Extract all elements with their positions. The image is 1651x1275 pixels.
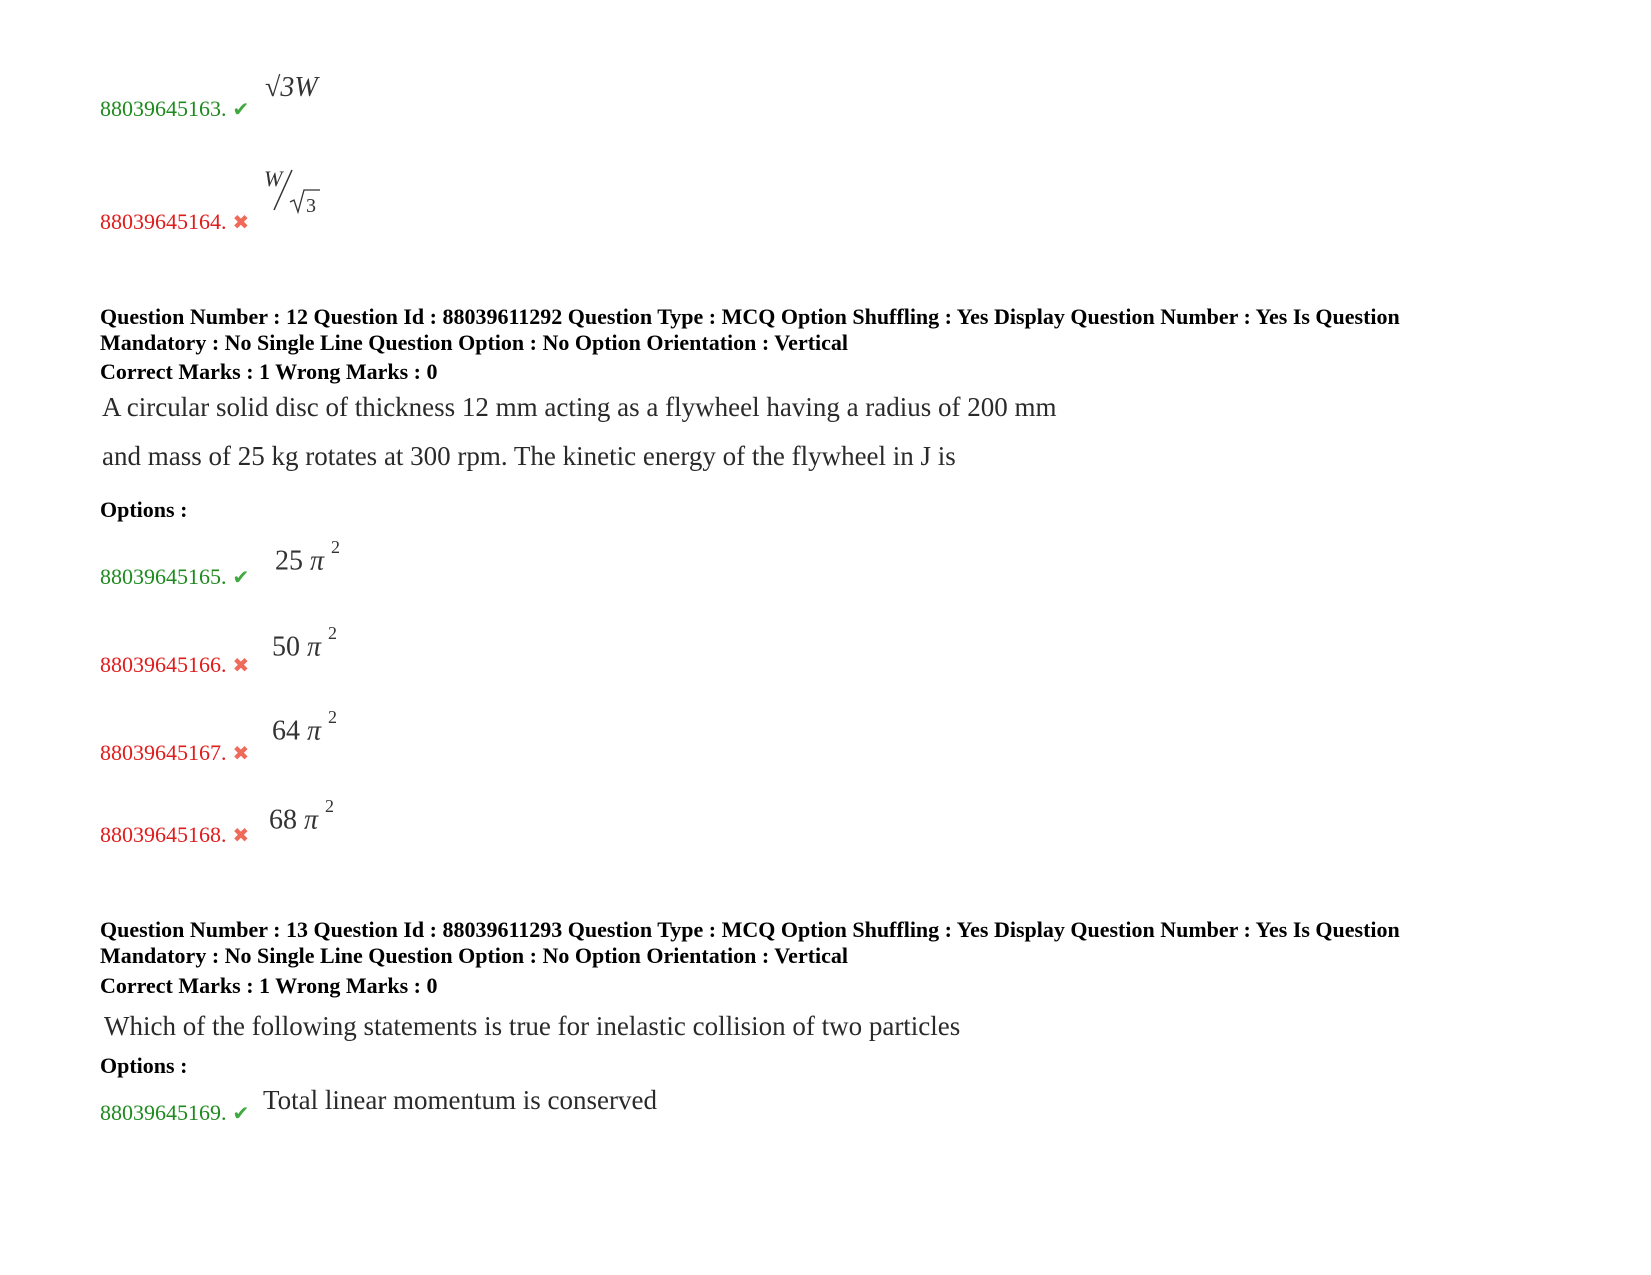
option-math	[262, 162, 332, 222]
option-id: 88039645167.	[100, 740, 227, 765]
check-icon: ✔	[232, 1103, 250, 1125]
option-text: Total linear momentum is conserved	[263, 1085, 658, 1115]
option-math: √3W	[265, 72, 318, 103]
option-coef: 68	[269, 804, 297, 836]
options-label: Options :	[100, 1053, 188, 1078]
option-id: 88039645165.	[100, 564, 227, 589]
option-row	[100, 96, 249, 122]
option-row	[100, 564, 249, 590]
option-coef: 25	[275, 545, 303, 577]
option-row	[100, 740, 249, 766]
question-marks: Correct Marks : 1 Wrong Marks : 0	[100, 359, 438, 384]
option-id: 88039645163.	[100, 96, 227, 121]
question-text-line: and mass of 25 kg rotates at 300 rpm. The kinetic energy of the flywheel in J is	[102, 441, 956, 471]
option-math	[275, 537, 341, 577]
cross-icon: ✖	[232, 743, 250, 765]
question-meta-line: Question Number : 12 Question Id : 88039611292 Question Type : MCQ Option Shuffling : Yes Display Question Number : Yes Is Question	[100, 304, 1400, 329]
cross-icon: ✖	[232, 212, 250, 234]
cross-icon: ✖	[232, 825, 250, 847]
question-meta-line: Question Number : 13 Question Id : 88039611293 Question Type : MCQ Option Shuffling : Yes Display Question Number : Yes Is Question	[100, 917, 1400, 942]
question-meta	[100, 304, 1530, 356]
question-text-line: Which of the following statements is true for inelastic collision of two particles	[104, 1011, 961, 1041]
svg-text:W: W	[264, 166, 283, 191]
options-label: Options :	[100, 497, 188, 522]
question-meta	[100, 917, 1530, 969]
option-id: 88039645164.	[100, 209, 227, 234]
option-symbol: π	[304, 804, 319, 836]
option-math	[269, 796, 335, 836]
question-meta-line: Mandatory : No Single Line Question Option : No Option Orientation : Vertical	[100, 943, 849, 968]
cross-icon: ✖	[232, 655, 250, 677]
option-exponent: 2	[328, 707, 338, 727]
option-exponent: 2	[331, 537, 341, 557]
option-id: 88039645166.	[100, 652, 227, 677]
option-row	[100, 652, 249, 678]
question-meta-line: Mandatory : No Single Line Question Option : No Option Orientation : Vertical	[100, 330, 849, 355]
option-exponent: 2	[325, 796, 335, 816]
check-icon: ✔	[232, 99, 250, 121]
svg-text:3: 3	[306, 195, 316, 217]
option-id: 88039645168.	[100, 822, 227, 847]
option-math	[272, 707, 338, 747]
option-coef: 50	[272, 631, 300, 663]
option-row	[100, 1100, 249, 1126]
option-coef: 64	[272, 715, 300, 747]
option-symbol: π	[307, 715, 322, 747]
option-row	[100, 822, 249, 848]
question-text-line: A circular solid disc of thickness 12 mm acting as a flywheel having a radius of 200 mm	[102, 392, 1057, 422]
option-row	[100, 209, 249, 235]
check-icon: ✔	[232, 567, 250, 589]
option-id: 88039645169.	[100, 1100, 227, 1125]
option-symbol: π	[307, 631, 322, 663]
option-symbol: π	[310, 545, 325, 577]
fraction-graphic	[262, 162, 332, 222]
question-marks: Correct Marks : 1 Wrong Marks : 0	[100, 973, 438, 998]
option-math	[272, 623, 338, 663]
option-exponent: 2	[328, 623, 338, 643]
